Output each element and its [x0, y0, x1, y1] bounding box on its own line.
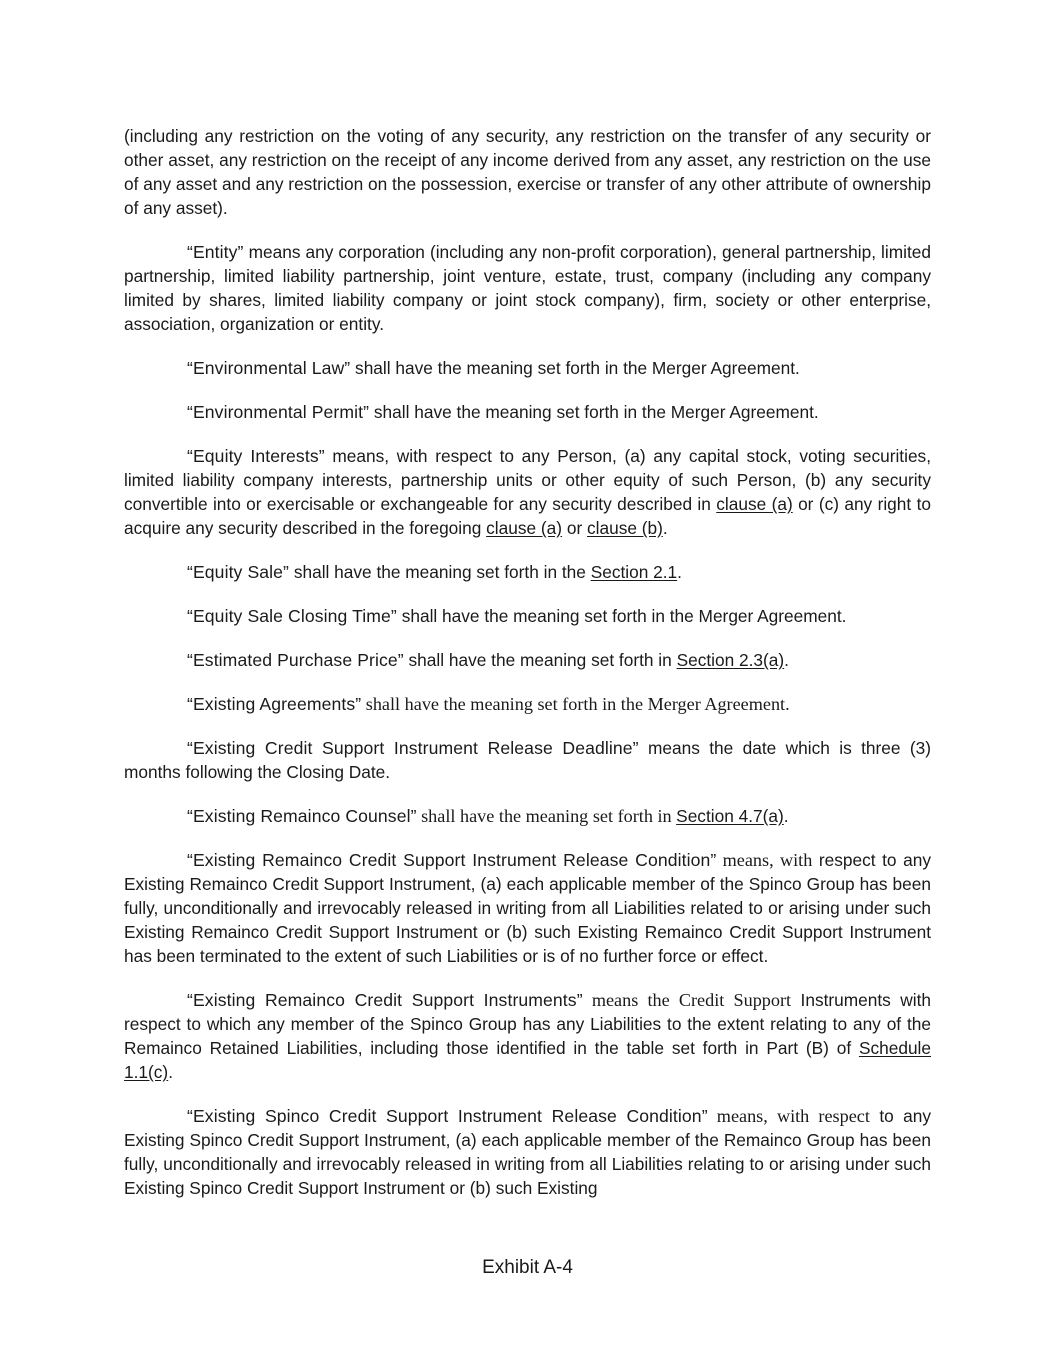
document-body [124, 124, 931, 1220]
paragraph-continuation [124, 124, 931, 220]
definition-text: shall have the meaning set forth in the Merger Agreement. [361, 694, 790, 714]
definition-text: shall have the meaning set forth in the [289, 562, 591, 582]
definition-text: shall have the meaning set forth in [403, 650, 677, 670]
definition-text: shall have the meaning set forth in [416, 806, 677, 826]
definition-text: Instruments with respect to which any member of the Spinco Group has any Liabilities to the extent relating to any of the Remainco Retained Liabilities, including those identified in the table set forth in Part (B) of [124, 990, 931, 1058]
section-reference: Section 4.7(a) [676, 806, 784, 826]
defined-term: “Equity Sale Closing Time” [187, 606, 397, 626]
definition-text: . [677, 562, 682, 582]
definition-existing-agreements [124, 692, 931, 716]
definition-text: means, with respect to any Person, (a) any capital stock, voting securities, limited liability company interests, partnership units or other equity of such Person, (b) any security convertible into or exercisable or exchangeable for any security described in [124, 446, 932, 514]
definition-text: to any Existing Spinco Credit Support Instrument, (a) each applicable member of the Remainco Group has been fully, unconditionally and irrevocably released in writing from all Liabilities relating to or arising under such Existing Spinco Credit Support Instrument or (b) such Existing [124, 1106, 931, 1198]
definition-text: means the Credit Support [582, 990, 792, 1010]
definition-equity-interests [124, 444, 931, 540]
definition-text: means any corporation (including any non-profit corporation), general partnership, limited partnership, limited liability partnership, joint venture, estate, trust, company (including any company limited by shares, limited liability company or joint stock company), firm, society or other enterprise, association, organization or entity. [124, 242, 931, 334]
definition-text: shall have the meaning set forth in the Merger Agreement. [396, 606, 847, 626]
definition-text: . [168, 1062, 173, 1082]
defined-term: “Environmental Law” [187, 358, 351, 378]
definition-text: or (c) any right to acquire any security described in the foregoing [124, 494, 931, 538]
definition-text: means, with [716, 850, 813, 870]
definition-text: or [562, 518, 588, 538]
definition-remainco-release-condition [124, 848, 931, 968]
defined-term: “Existing Remainco Credit Support Instruments” [187, 990, 583, 1010]
clause-a-reference: clause (a) [716, 494, 793, 514]
schedule-reference: Schedule 1.1(c) [124, 1038, 931, 1082]
definition-existing-remainco-counsel [124, 804, 931, 828]
definition-entity [124, 240, 931, 336]
definition-equity-sale-closing-time [124, 604, 931, 628]
defined-term: “Existing Spinco Credit Support Instrument Release Condition” [187, 1106, 708, 1126]
clause-b-reference: clause (b) [587, 518, 663, 538]
definition-estimated-purchase-price [124, 648, 931, 672]
definition-remainco-instruments [124, 988, 931, 1084]
definition-text: shall have the meaning set forth in the Merger Agreement. [350, 358, 800, 378]
clause-a-reference: clause (a) [486, 518, 563, 538]
definition-existing-csi-release-deadline [124, 736, 931, 784]
definition-equity-sale [124, 560, 931, 584]
definition-environmental-law [124, 356, 931, 380]
definition-text: shall have the meaning set forth in the Merger Agreement. [369, 402, 819, 422]
definition-text: respect to any Existing Remainco Credit Support Instrument, (a) each applicable member of the Spinco Group has been fully, unconditionally and irrevocably released in writing from all Liabilities related to or arising under such Existing Remainco Credit Support Instrument or (b) such Existing Remainco Credit Support Instrument has been terminated to the extent of such Liabilities or is of no further force or effect. [124, 850, 931, 966]
definition-environmental-permit [124, 400, 931, 424]
definition-text: . [662, 518, 668, 538]
defined-term: “Equity Interests” [187, 446, 325, 466]
defined-term: “Existing Agreements” [187, 694, 362, 714]
definition-text: . [783, 806, 789, 826]
section-reference: Section 2.3(a) [676, 650, 785, 670]
page-footer: Exhibit A-4 [482, 1257, 573, 1278]
defined-term: “Entity” [187, 242, 244, 262]
defined-term: “Existing Credit Support Instrument Release Deadline” [187, 738, 639, 758]
paragraph-text: (including any restriction on the voting of any security, any restriction on the transfer of any security or other asset, any restriction on the receipt of any income derived from any asset, any restriction on the use of any asset and any restriction on the possession, exercise or transfer of any other attribute of ownership of any asset). [124, 126, 931, 218]
definition-text: means, with respect [707, 1106, 870, 1126]
definition-spinco-release-condition [124, 1104, 931, 1200]
defined-term: “Existing Remainco Counsel” [187, 806, 417, 826]
definition-text: . [784, 650, 789, 670]
defined-term: “Existing Remainco Credit Support Instrument Release Condition” [187, 850, 717, 870]
defined-term: “Environmental Permit” [187, 402, 370, 422]
definition-text: means the date which is three (3) months following the Closing Date. [124, 738, 931, 782]
defined-term: “Estimated Purchase Price” [187, 650, 404, 670]
defined-term: “Equity Sale” [187, 562, 290, 582]
section-reference: Section 2.1 [590, 562, 678, 582]
